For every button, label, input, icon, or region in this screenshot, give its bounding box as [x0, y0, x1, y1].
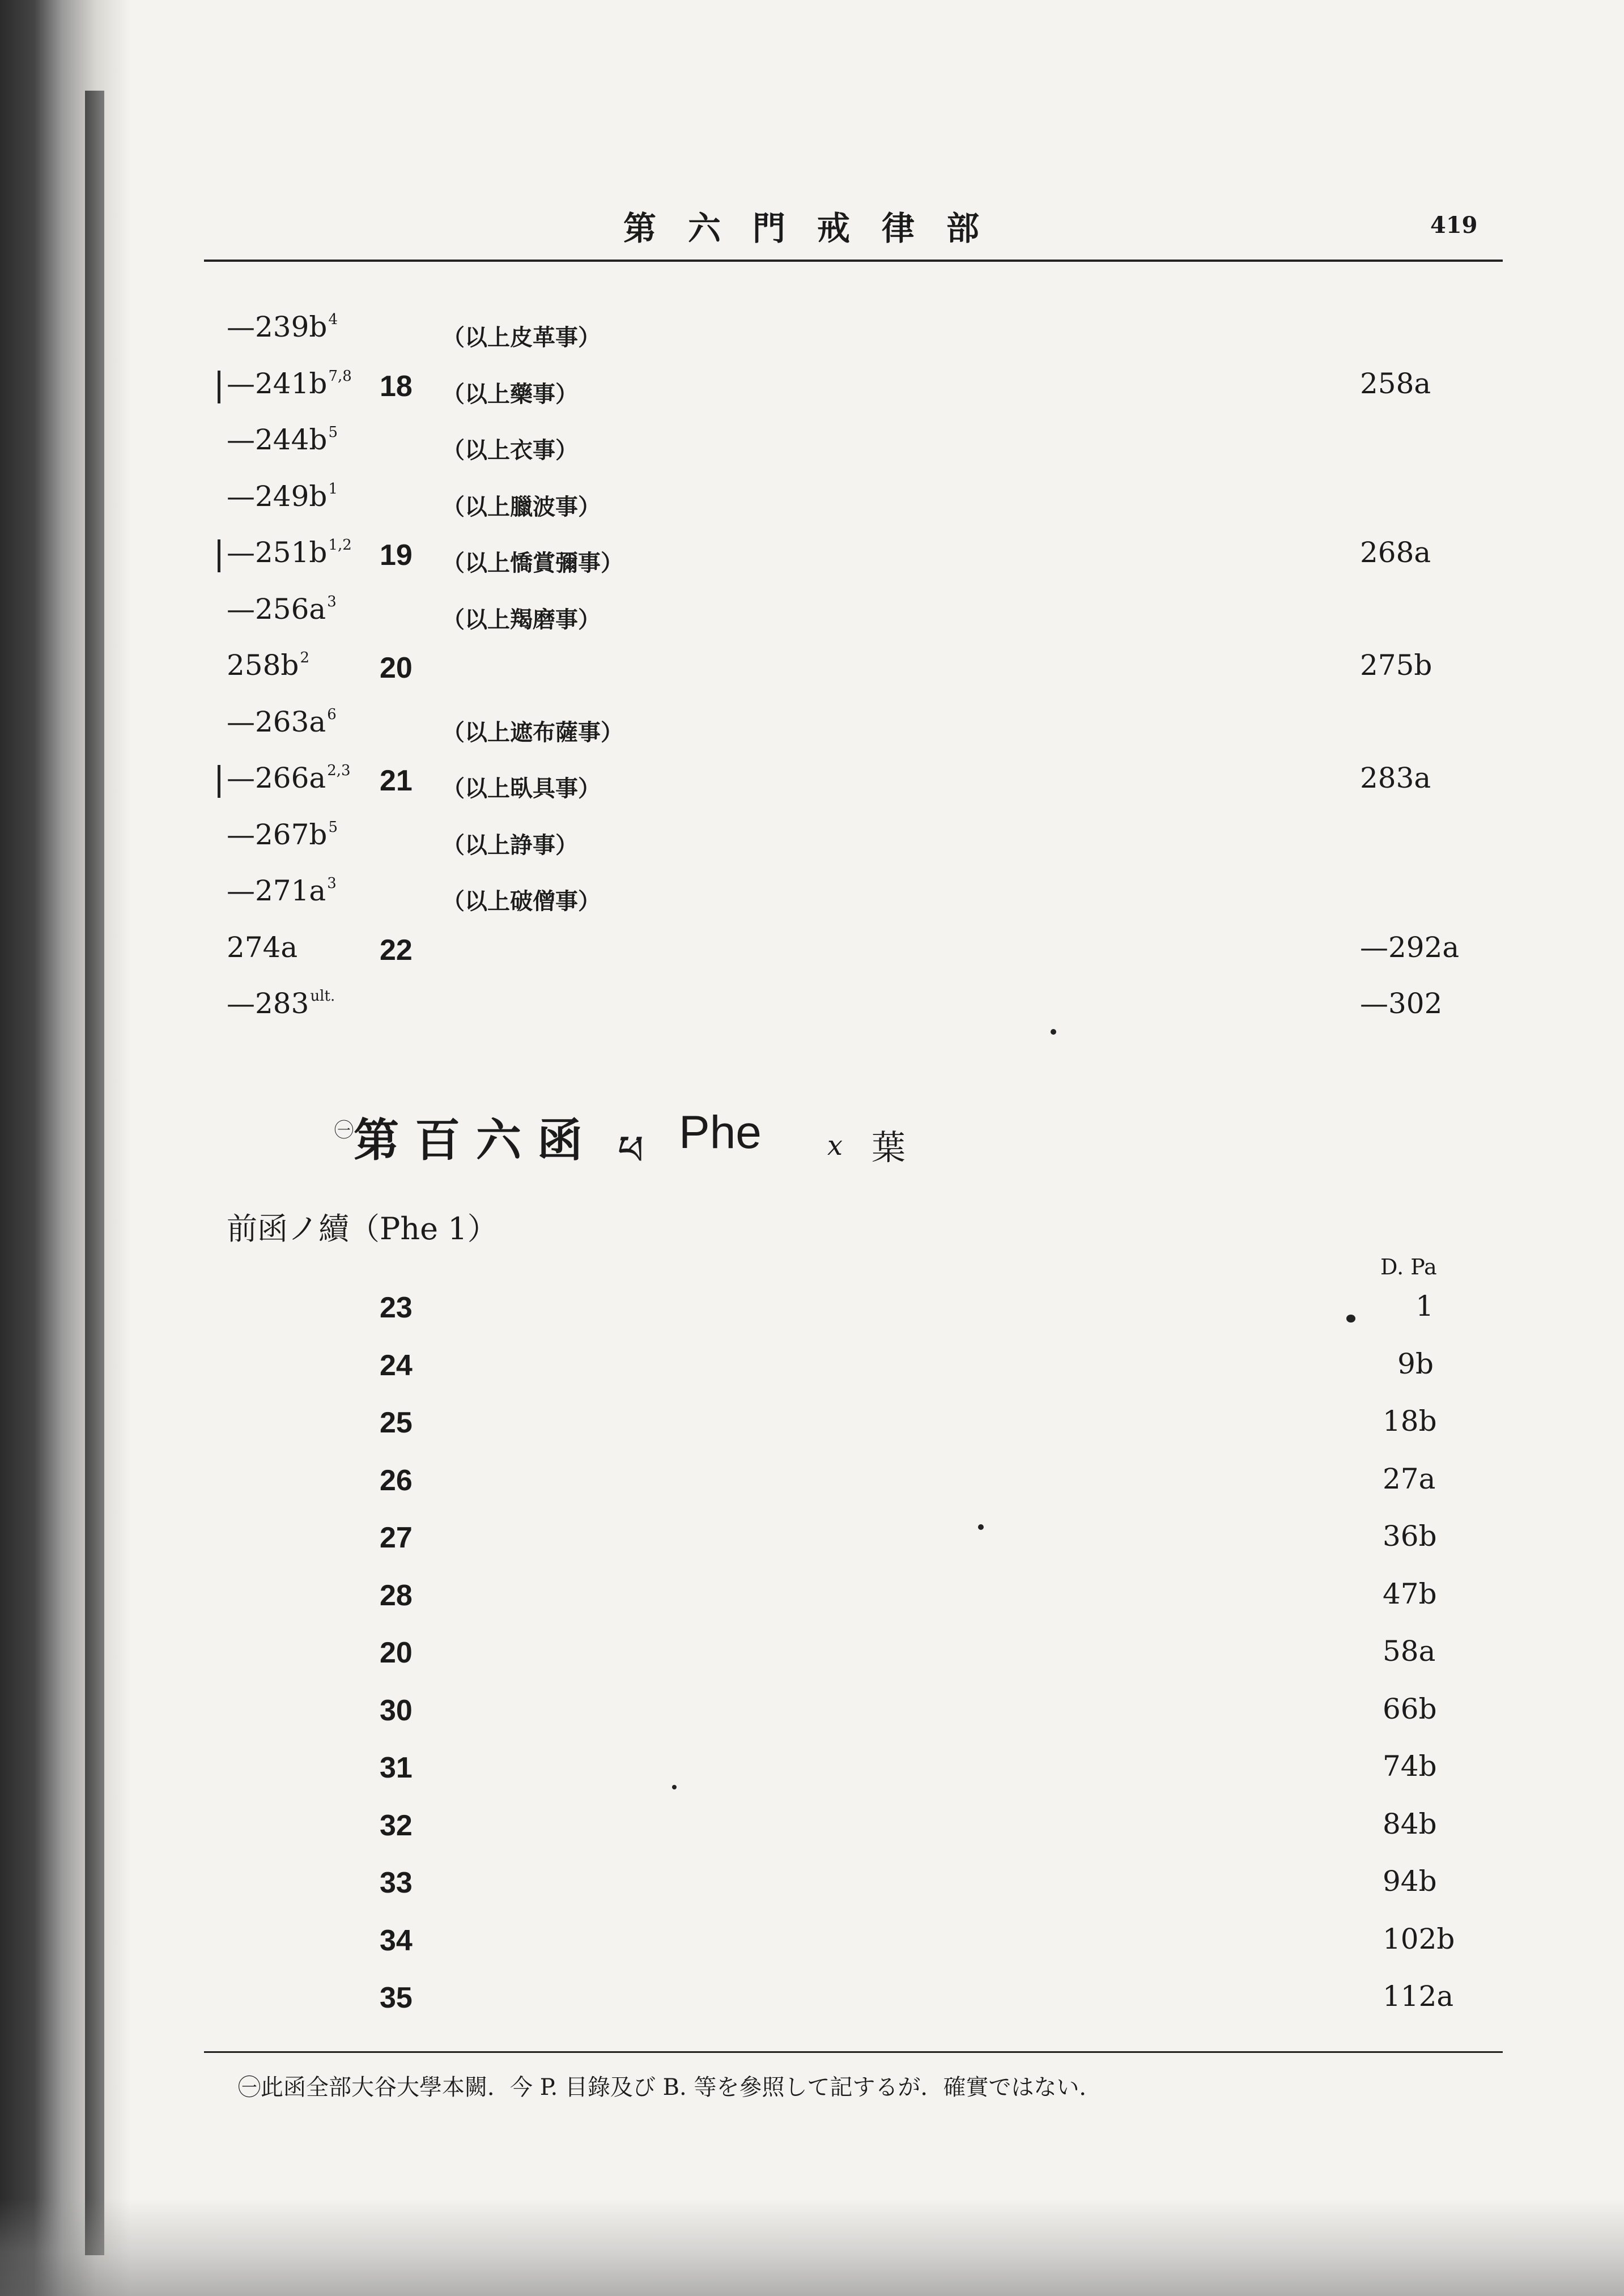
folio-reference-text: —263a	[227, 705, 326, 738]
index-row	[0, 987, 1624, 1027]
page-number: 419	[1430, 212, 1478, 239]
derge-page: 74b	[1383, 1750, 1437, 1783]
index-row	[0, 1406, 1624, 1445]
volume-number: 19	[380, 539, 413, 572]
footnote-mark: ㊀	[334, 1119, 354, 1142]
index-row	[0, 874, 1624, 914]
folio-line-number: 1,2	[328, 537, 352, 554]
derge-page: 258a	[1360, 367, 1431, 400]
folio-line-number: 5	[328, 424, 338, 441]
section-note: （以上臘波事）	[442, 493, 601, 520]
index-row	[0, 1694, 1624, 1733]
derge-page: —292a	[1360, 930, 1460, 964]
volume-number: 25	[380, 1406, 413, 1439]
folio-line-number: 4	[328, 311, 338, 328]
folio-line-number: 6	[327, 705, 337, 723]
index-row	[0, 423, 1624, 463]
volume-break-bar	[218, 371, 220, 403]
folio-line-number: 3	[327, 593, 337, 610]
derge-page: 27a	[1383, 1462, 1436, 1495]
folio-reference	[227, 818, 338, 851]
volume-number: 34	[380, 1924, 413, 1957]
folio-line-number: ult.	[310, 988, 335, 1005]
folio-reference-text: 258b	[227, 649, 299, 682]
index-row	[0, 1924, 1624, 1963]
folio-line-number: 1	[328, 480, 338, 498]
volume-number: 26	[380, 1464, 413, 1497]
folio-reference	[227, 931, 297, 964]
section-note: （以上衣事）	[442, 437, 578, 464]
folio-reference-text: —256a	[227, 592, 326, 626]
index-row	[0, 1521, 1624, 1561]
derge-page: 66b	[1383, 1692, 1437, 1725]
index-row	[0, 931, 1624, 971]
volume-number: 21	[380, 764, 413, 797]
ink-speck	[1346, 1315, 1355, 1323]
running-header-title: 第六門戒律部	[623, 209, 1011, 248]
folio-reference-text: —239b	[227, 311, 328, 343]
volume-number: 20	[380, 1636, 413, 1669]
section-note: （以上臥具事）	[442, 775, 601, 802]
index-row	[0, 1866, 1624, 1906]
section-note: （以上破僧事）	[442, 888, 601, 915]
index-row	[0, 705, 1624, 745]
volume-number: 33	[380, 1866, 413, 1899]
folio-reference-text: —251b	[227, 536, 328, 569]
index-row	[0, 593, 1624, 632]
index-row	[0, 1809, 1624, 1848]
derge-page: 275b	[1360, 649, 1432, 682]
index-row	[0, 1291, 1624, 1330]
volume-number: 28	[380, 1579, 413, 1612]
folio-reference-text: —244b	[227, 423, 328, 456]
section-note: （以上遮布薩事）	[442, 718, 623, 746]
folio-line-number: 5	[328, 818, 338, 836]
index-row	[0, 367, 1624, 407]
derge-page: 36b	[1383, 1520, 1437, 1553]
index-row	[0, 1751, 1624, 1791]
derge-page: 102b	[1383, 1922, 1455, 1955]
leaf-count: x	[827, 1130, 843, 1162]
index-row	[0, 311, 1624, 350]
section-note: （以上諍事）	[442, 831, 578, 858]
folio-reference	[227, 987, 335, 1020]
folio-reference-text: —267b	[227, 818, 328, 851]
derge-page: 268a	[1360, 536, 1431, 569]
folio-line-number: 7,8	[328, 367, 352, 385]
folio-reference	[227, 536, 352, 569]
ink-speck	[978, 1524, 984, 1530]
dpa-column-header: D. Pa	[1380, 1255, 1437, 1279]
derge-page: 94b	[1383, 1865, 1437, 1898]
volume-number: 27	[380, 1521, 413, 1554]
scan-bottom-noise	[0, 2199, 1624, 2296]
footnote: ㊀此函全部大谷大學本闕．今 P. 目錄及び B. 等を參照して記するが．確實ではない．	[238, 2074, 1102, 2101]
derge-page: —302	[1360, 987, 1443, 1020]
derge-page: 84b	[1383, 1807, 1437, 1840]
derge-page: 283a	[1360, 762, 1431, 794]
volume-number: 31	[380, 1751, 413, 1784]
folio-reference-text: —249b	[227, 479, 328, 513]
derge-page: 47b	[1383, 1577, 1437, 1610]
folio-reference	[227, 480, 338, 513]
folio-reference	[227, 762, 351, 794]
folio-reference	[227, 649, 309, 682]
folio-line-number: 2,3	[327, 762, 351, 779]
folio-reference-text: 274a	[227, 930, 298, 964]
index-row	[0, 480, 1624, 520]
folio-line-number: 2	[300, 649, 309, 666]
index-row	[0, 818, 1624, 858]
section-title-text: 第百六函	[354, 1113, 598, 1167]
folio-reference	[227, 367, 352, 400]
derge-page: 1	[1415, 1290, 1434, 1323]
folio-reference	[227, 593, 337, 626]
section-note: （以上藥事）	[442, 380, 578, 407]
leaf-unit: 葉	[871, 1128, 905, 1168]
volume-name: Phe	[679, 1107, 762, 1158]
index-row	[0, 1636, 1624, 1676]
index-row	[0, 1349, 1624, 1388]
derge-page: 18b	[1383, 1405, 1437, 1438]
derge-page: 112a	[1383, 1980, 1454, 2013]
index-row	[0, 536, 1624, 576]
section-note: （以上憍賞彌事）	[442, 550, 623, 576]
volume-number: 22	[380, 933, 413, 967]
tibetan-letter: ཕ	[618, 1126, 644, 1174]
volume-number: 32	[380, 1809, 413, 1842]
ink-speck	[1051, 1029, 1056, 1035]
folio-reference	[227, 423, 338, 456]
header-rule	[204, 260, 1503, 262]
volume-number: 35	[380, 1982, 413, 2014]
folio-reference-text: —271a	[227, 874, 326, 907]
volume-number: 20	[380, 652, 413, 684]
volume-number: 23	[380, 1291, 413, 1324]
folio-reference-text: —241b	[227, 367, 328, 400]
footnote-rule	[204, 2051, 1503, 2053]
folio-line-number: 3	[327, 875, 337, 892]
continuation-note: 前函ノ續（Phe 1）	[227, 1211, 498, 1247]
volume-number: 30	[380, 1694, 413, 1727]
volume-number: 18	[380, 369, 413, 403]
volume-break-bar	[218, 765, 220, 798]
section-title	[334, 1104, 598, 1169]
index-row	[0, 1981, 1624, 2021]
folio-reference	[227, 311, 338, 343]
volume-number: 24	[380, 1349, 413, 1382]
index-row	[0, 1464, 1624, 1503]
index-row	[0, 1579, 1624, 1618]
ink-speck	[672, 1785, 677, 1789]
section-note: （以上皮革事）	[442, 324, 601, 351]
volume-break-bar	[218, 539, 220, 572]
index-row	[0, 649, 1624, 688]
folio-reference-text: —283	[227, 987, 309, 1020]
folio-reference	[227, 705, 337, 738]
index-row	[0, 762, 1624, 801]
folio-reference	[227, 874, 337, 907]
derge-page: 58a	[1383, 1635, 1436, 1668]
derge-page: 9b	[1397, 1347, 1434, 1380]
section-note: （以上羯磨事）	[442, 606, 601, 633]
folio-reference-text: —266a	[227, 762, 326, 794]
